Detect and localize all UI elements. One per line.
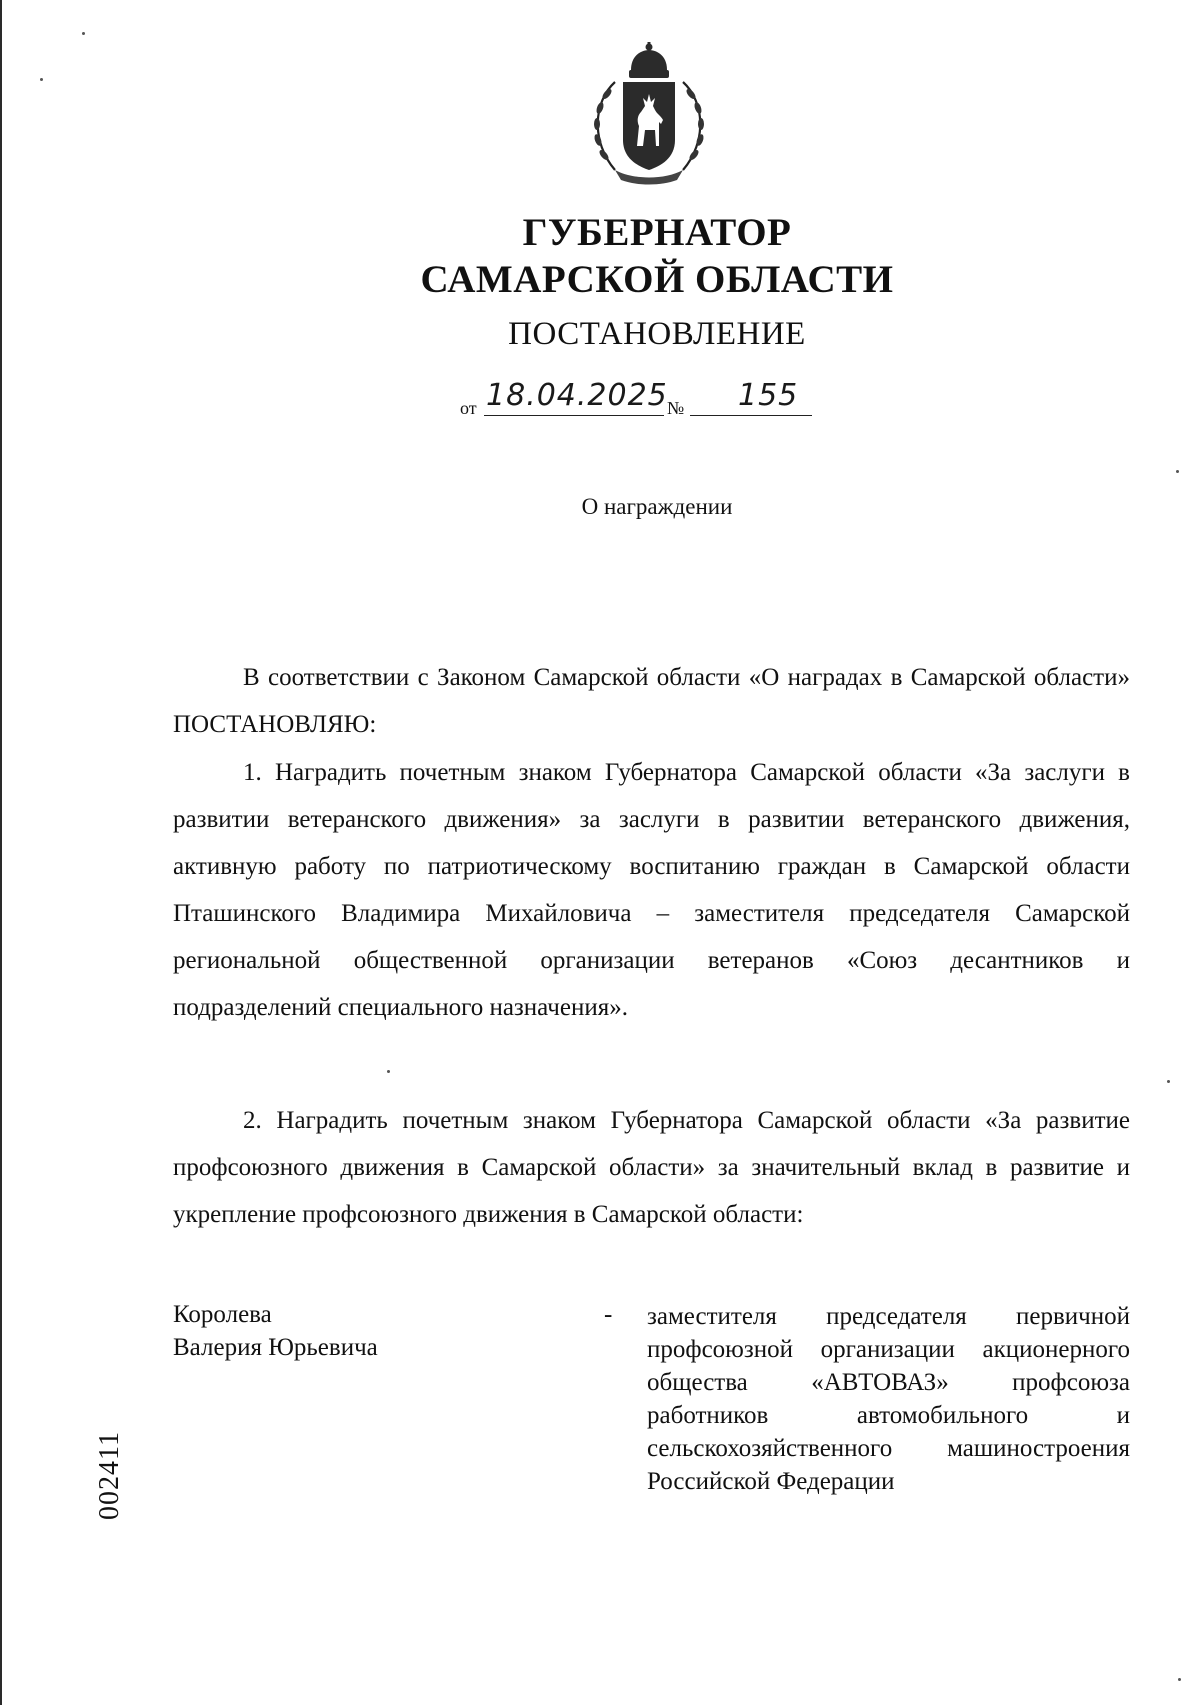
scan-speck	[1178, 1678, 1181, 1681]
margin-serial-number: 002411	[94, 1431, 125, 1520]
awardee-description: заместителя председателя первичной профсоюзной организации акционерного общества «АВТОВАЗ» профсоюза работников автомобильного и сельскохозяйственного машиностроения Российской Федерации	[647, 1303, 1130, 1495]
awardee-dash: -	[604, 1301, 613, 1328]
date-underline	[484, 415, 664, 416]
scan-speck	[40, 78, 43, 81]
paragraph-item-1: 1. Наградить почетным знаком Губернатора Самарской области «За заслуги в развитии ветеранского движения» за заслуги в развитии ветеранского движения, активную работу по патриотическому воспитанию граждан в Самарской области Пташинского Владимира Михайловича – заместителя председателя Самарской региональной общественной организации ветеранов «Союз десантников и подразделений специального назначения».	[173, 759, 1130, 1021]
document-type: ПОСТАНОВЛЕНИЕ	[508, 316, 806, 352]
document-subject: О награждении	[581, 494, 733, 519]
scan-speck	[1176, 470, 1179, 473]
scan-speck	[82, 32, 85, 35]
intro-paragraph: В соответствии с Законом Самарской области «О наградах в Самарской области» ПОСТАНОВЛЯЮ:	[173, 664, 1130, 738]
number-underline	[690, 415, 812, 416]
date-from-label: от	[460, 398, 477, 418]
handwritten-number: 155	[738, 378, 799, 413]
number-label: №	[667, 398, 685, 418]
coat-of-arms-emblem	[585, 42, 713, 188]
scan-speck	[387, 1070, 390, 1073]
awardee-surname: Королева	[173, 1301, 272, 1328]
paragraph-item-2: 2. Наградить почетным знаком Губернатора Самарской области «За развитие профсоюзного движения в Самарской области» за значительный вклад в развитие и укрепление профсоюзного движения в Самарской области:	[173, 1107, 1130, 1228]
awardee-name	[173, 1298, 473, 1364]
scan-speck	[1167, 1080, 1170, 1083]
awardee-given-names: Валерия Юрьевича	[173, 1334, 378, 1361]
organization-title-line2: САМАРСКОЙ ОБЛАСТИ	[420, 258, 894, 301]
handwritten-date: 18.04.2025	[486, 378, 668, 413]
organization-title-line1: ГУБЕРНАТОР	[522, 211, 792, 254]
